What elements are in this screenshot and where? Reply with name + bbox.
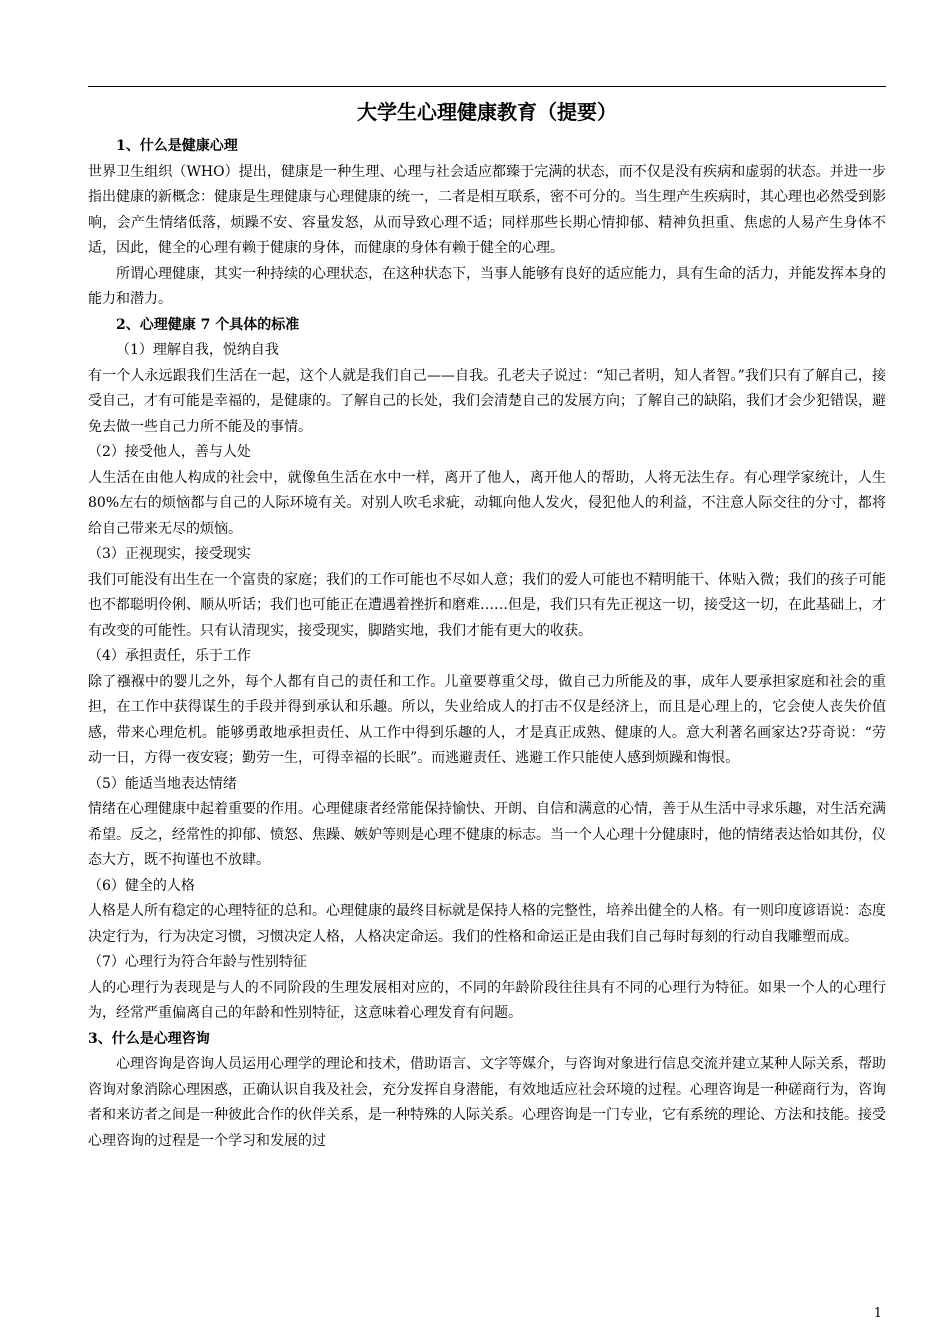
paragraph-text: 人格是人所有稳定的心理特征的总和。心理健康的最终目标就是保持人格的完整性，培养出健全的人格。有一则印度谚语说：态度决定行为，行为决定习惯，习惯决定人格，人格决定命运。我们的性格和命运正是由我们自己每时每刻的行动自我雕塑而成。	[88, 903, 886, 945]
paragraph	[88, 670, 886, 772]
paragraph	[88, 950, 886, 976]
paragraph-text: 所谓心理健康，其实一种持续的心理状态，在这种状态下，当事人能够有良好的适应能力，具有生命的活力，并能发挥本身的能力和潜力。	[88, 265, 886, 307]
paragraph	[88, 797, 886, 874]
paragraph-text: 1、什么是健康心理	[116, 138, 238, 154]
page-number: 1	[873, 1306, 882, 1321]
paragraph-text: （3）正视现实，接受现实	[88, 546, 251, 562]
paragraph	[88, 976, 886, 1027]
section-heading	[88, 313, 886, 339]
paragraph-text: 有一个人永远跟我们生活在一起，这个人就是我们自己——自我。孔老夫子说过：“知己者明，知人者智。”我们只有了解自己，接受自己，才有可能是幸福的，是健康的。了解自己的长处，我们会清楚自己的发展方向；了解自己的缺陷，我们才会少犯错误，避免去做一些自己力所不能及的事情。	[88, 367, 886, 435]
paragraph-text: 人的心理行为表现是与人的不同阶段的生理发展相对应的，不同的年龄阶段往往具有不同的心理行为特征。如果一个人的心理行为，经常严重偏离自己的年龄和性别特征，这意味着心理发育有问题。	[88, 979, 886, 1021]
paragraph-text: （1）理解自我，悦纳自我	[116, 342, 279, 358]
paragraph	[88, 364, 886, 441]
paragraph	[88, 1052, 886, 1154]
paragraph	[88, 899, 886, 950]
paragraph-text: 2、心理健康 7 个具体的标准	[116, 316, 300, 333]
paragraph-text: 我们可能没有出生在一个富贵的家庭；我们的工作可能也不尽如人意；我们的爱人可能也不精明能干、体贴入微；我们的孩子可能也不都聪明伶俐、顺从听话；我们也可能正在遭遇着挫折和磨难……但是，我们只有先正视这一切，接受这一切，在此基础上，才有改变的可能性。只有认清现实，接受现实，脚踏实地，我们才能有更大的收获。	[88, 571, 886, 639]
document-body	[88, 94, 886, 1154]
paragraph	[88, 440, 886, 466]
paragraph	[88, 160, 886, 262]
paragraph	[88, 772, 886, 798]
paragraph-text: （5）能适当地表达情绪	[88, 775, 237, 792]
paragraph	[88, 338, 886, 364]
paragraph-text: （6）健全的人格	[88, 877, 195, 894]
paragraph-text: 3、什么是心理咨询	[88, 1030, 210, 1047]
header-rule	[88, 86, 886, 87]
paragraph	[88, 262, 886, 313]
paragraph-text: 世界卫生组织（WHO）提出，健康是一种生理、心理与社会适应都臻于完满的状态，而不仅是没有疾病和虚弱的状态。并进一步指出健康的新概念：健康是生理健康与心理健康的统一，二者是相互联系，密不可分的。当生理产生疾病时，其心理也必然受到影响，会产生情绪低落，烦躁不安、容量发怒，从而导致心理不适；同样那些长期心情抑郁、精神负担重、焦虑的人易产生身体不适，因此，健全的心理有赖于健康的身体，而健康的身体有赖于健全的心理。	[88, 163, 886, 256]
paragraph-text: 心理咨询是咨询人员运用心理学的理论和技术，借助语言、文字等媒介，与咨询对象进行信息交流并建立某种人际关系，帮助咨询对象消除心理困惑，正确认识自我及社会，充分发挥自身潜能，有效地适应社会环境的过程。心理咨询是一种磋商行为，咨询者和来访者之间是一种彼此合作的伙伴关系，是一种特殊的人际关系。心理咨询是一门专业，它有系统的理论、方法和技能。接受心理咨询的过程是一个学习和发展的过	[88, 1056, 886, 1149]
paragraph	[88, 568, 886, 645]
paragraph-text: （7）心理行为符合年龄与性别特征	[88, 954, 307, 970]
section-heading	[88, 134, 886, 160]
paragraph-text: 情绪在心理健康中起着重要的作用。心理健康者经常能保持愉快、开朗、自信和满意的心情，善于从生活中寻求乐趣，对生活充满希望。反之，经常性的抑郁、愤怒、焦躁、嫉妒等则是心理不健康的标志。当一个人心理十分健康时，他的情绪表达恰如其份，仪态大方，既不拘谨也不放肆。	[88, 801, 886, 868]
paragraph-list	[88, 134, 886, 1154]
paragraph-text: （4）承担责任，乐于工作	[88, 648, 251, 664]
paragraph	[88, 542, 886, 568]
paragraph-text: 除了襁褓中的婴儿之外，每个人都有自己的责任和工作。儿童要尊重父母，做自己力所能及的事，成年人要承担家庭和社会的重担，在工作中获得谋生的手段并得到承认和乐趣。所以，失业给成人的打击不仅是经济上，而且是心理上的，它会使人丧失价值感，带来心理危机。能够勇敢地承担责任、从工作中得到乐趣的人，才是真正成熟、健康的人。意大利著名画家达?芬奇说：“劳动一日，方得一夜安寝；勤劳一生，可得幸福的长眠”。而逃避责任、逃避工作只能使人感到烦躁和悔恨。	[88, 673, 886, 766]
section-heading	[88, 1027, 886, 1053]
paragraph-text: 人生活在由他人构成的社会中，就像鱼生活在水中一样，离开了他人，离开他人的帮助，人将无法生存。有心理学家统计，人生 80%左右的烦恼都与自己的人际环境有关。对别人吹毛求疵，动辄向他人发火，侵犯他人的利益，不注意人际交往的分寸，都将给自己带来无尽的烦恼。	[88, 469, 886, 537]
document-title: 大学生心理健康教育（提要）	[357, 100, 617, 124]
paragraph	[88, 644, 886, 670]
paragraph-text: （2）接受他人，善与人处	[88, 444, 251, 460]
paragraph	[88, 874, 886, 900]
paragraph	[88, 466, 886, 543]
